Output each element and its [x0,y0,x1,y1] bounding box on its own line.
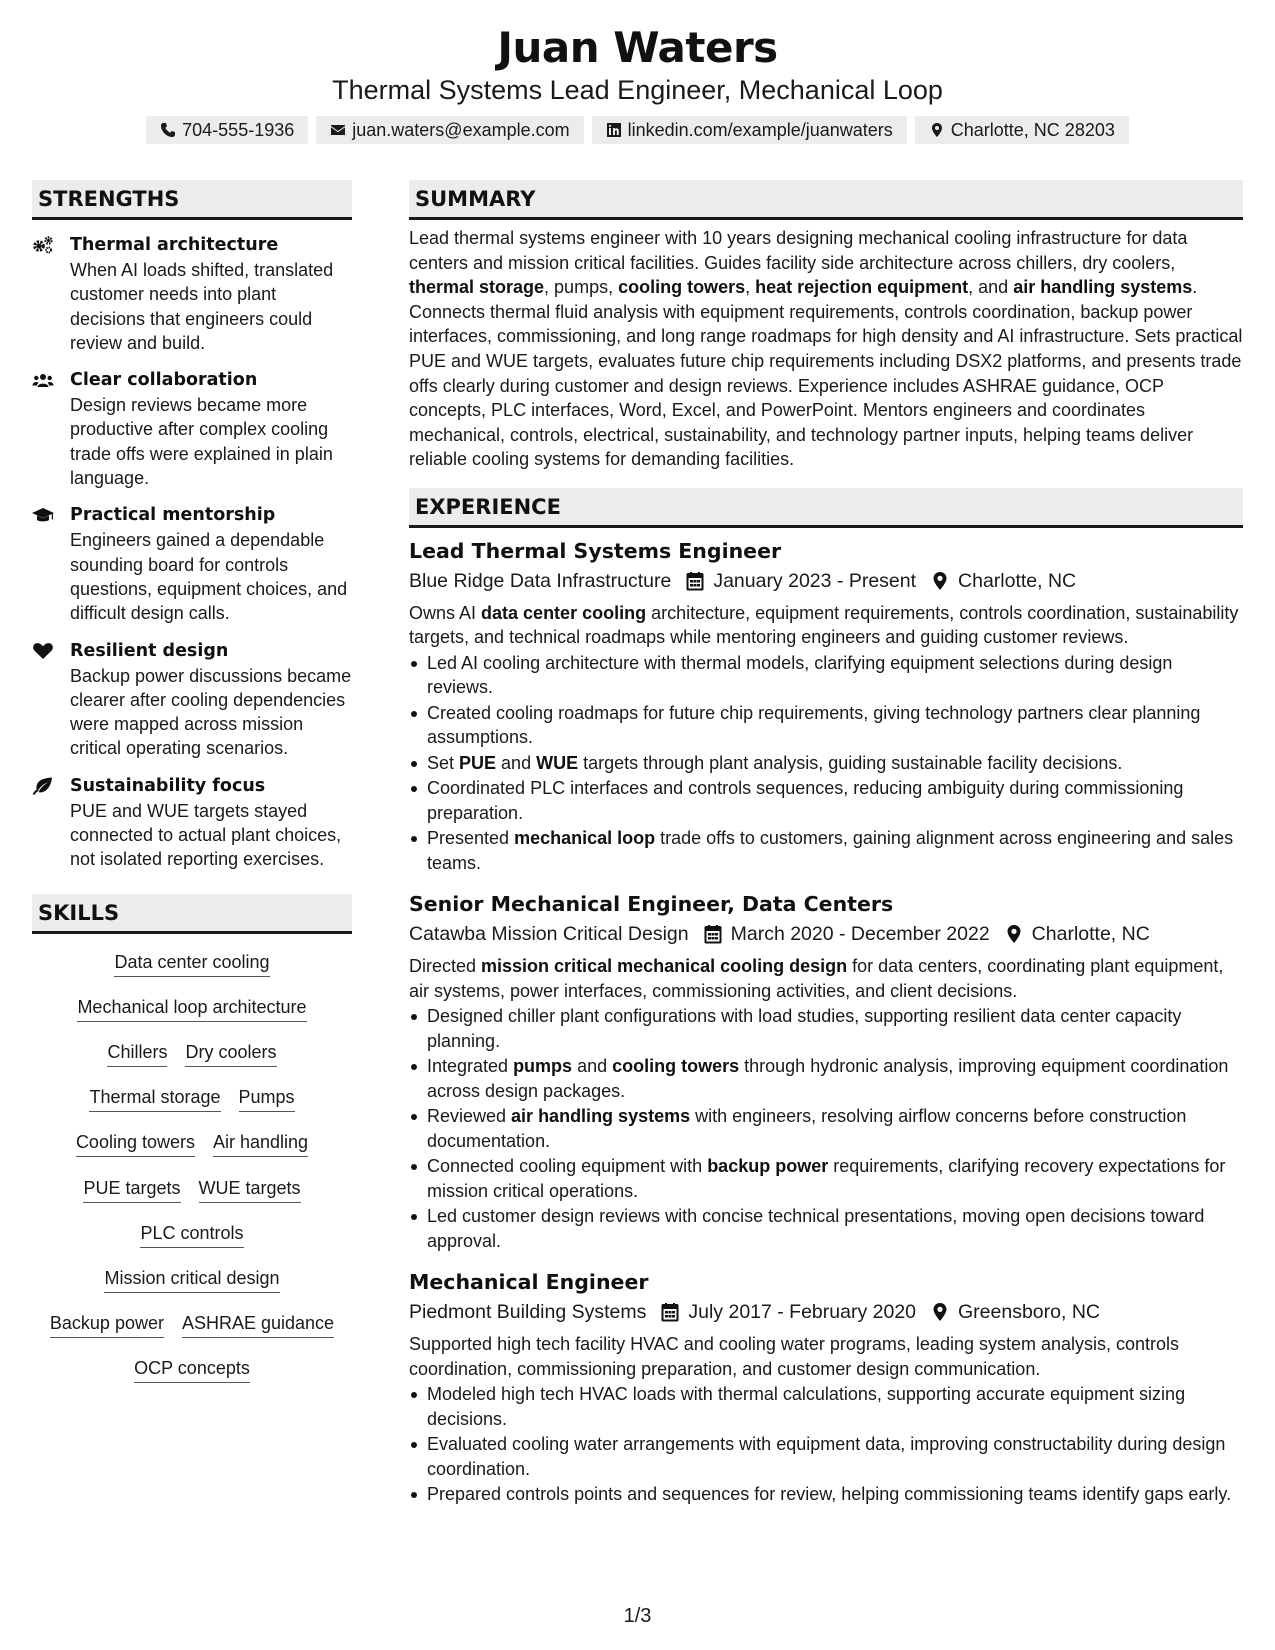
skill-row [32,1038,352,1083]
linkedin-text: linkedin.com/example/juanwaters [627,120,893,140]
map-pin-icon [930,571,950,591]
skills-heading: SKILLS [32,894,352,934]
heart-icon [32,638,70,761]
text-run: Modeled high tech HVAC loads with thermal calculations, supporting accurate equipment sizing decisions. [427,1384,1186,1429]
map-pin-icon [930,1302,950,1322]
skill-tag: Air handling [213,1128,308,1157]
skill-tag: PUE targets [83,1174,180,1203]
contact-phone[interactable] [146,116,308,144]
job-location: Charlotte, NC [958,569,1077,592]
candidate-headline: Thermal Systems Lead Engineer, Mechanical Loop [332,75,943,105]
text-run: Presented [427,828,515,849]
bold-keyword: air handling systems [511,1106,691,1127]
bold-keyword: cooling towers [618,277,746,298]
strength-item [32,773,352,872]
right-column [409,180,1243,1507]
bold-keyword: air handling systems [1013,277,1193,298]
skill-row [32,1264,352,1309]
job-description [409,954,1243,1003]
bold-keyword: data center cooling [481,602,647,623]
bold-keyword: mechanical loop [514,828,656,849]
text-run: targets through plant analysis, guiding sustainable facility decisions. [578,752,1123,773]
text-run: for data centers, coordinating plant equipment, air systems, power interfaces, commissioning activities, and client decisions. [409,956,1224,1001]
strength-title: Resilient design [70,640,229,661]
skill-tag: ASHRAE guidance [182,1309,334,1338]
text-run: architecture, equipment requirements, controls coordination, sustainability targets, and technical roadmaps while mentoring engineers and guiding customer reviews. [409,602,1239,648]
text-run: with engineers, resolving airflow concerns before construction documentation. [427,1106,1187,1151]
text-run: Owns AI [409,602,482,623]
skill-tag: Chillers [107,1038,167,1067]
job-dates: March 2020 - December 2022 [730,923,990,946]
text-run: Led customer design reviews with concise technical presentations, moving open decisions toward approval. [427,1206,1205,1251]
skill-tag: Mission critical design [104,1264,279,1293]
skill-tag: Mechanical loop architecture [77,993,306,1022]
gears-icon [32,232,70,355]
skill-row [32,1128,352,1173]
strength-desc: Design reviews became more productive after complex cooling trade offs were explained in plain language. [70,395,333,489]
bold-keyword: cooling towers [612,1056,740,1077]
bold-keyword: mission critical mechanical cooling design [481,956,848,977]
job-bullets [409,651,1243,876]
bullet-item [409,1004,1243,1053]
experience-section [409,488,1243,1507]
contact-location [915,116,1129,144]
contact-bar [0,116,1275,144]
text-run: Connected cooling equipment with [427,1156,708,1177]
text-run: , [745,277,756,298]
calendar-icon [685,571,705,591]
text-run: and [496,752,537,773]
email-text: juan.waters@example.com [352,120,570,140]
candidate-name: Juan Waters [497,23,778,72]
contact-email[interactable] [316,116,583,144]
job-meta [409,566,1243,596]
job-dates: January 2023 - Present [713,569,917,592]
text-run: requirements, clarifying recovery expectations for mission critical operations. [427,1156,1226,1201]
summary-heading: SUMMARY [409,180,1243,220]
skill-tag: Data center cooling [114,948,269,977]
leaf-icon [32,773,70,872]
skill-row [32,993,352,1038]
users-icon [32,367,70,490]
job-bullets [409,1382,1243,1507]
job-meta [409,919,1243,949]
job-dates: July 2017 - February 2020 [688,1301,917,1324]
text-run: Integrated [427,1056,514,1077]
text-run: Evaluated cooling water arrangements with equipment data, improving constructability during design coordination. [427,1434,1226,1479]
company-name: Piedmont Building Systems [409,1301,647,1324]
contact-linkedin[interactable] [592,116,907,144]
bullet-item [409,1104,1243,1153]
text-run: Designed chiller plant configurations with load studies, supporting resilient data center capacity planning. [427,1006,1182,1051]
text-run: trade offs to customers, gaining alignment across engineering and sales teams. [427,828,1234,873]
linkedin-icon [606,122,622,138]
bullet-item [409,1154,1243,1203]
bullet-item [409,651,1243,700]
map-pin-icon [929,122,945,138]
phone-icon [160,122,176,138]
text-run: Led AI cooling architecture with thermal models, clarifying equipment selections during design reviews. [427,652,1173,698]
text-run: Created cooling roadmaps for future chip requirements, giving technology partners clear planning assumptions. [427,702,1201,748]
skill-tag: WUE targets [199,1174,301,1203]
job-title: Senior Mechanical Engineer, Data Centers [409,892,894,917]
bold-keyword: thermal storage [409,277,545,298]
skill-row [32,1174,352,1219]
strength-item [32,502,352,625]
bullet-item [409,776,1243,825]
skills-section [32,894,352,1400]
bullet-item [409,1482,1243,1507]
strength-title: Clear collaboration [70,370,258,391]
strength-desc: PUE and WUE targets stayed connected to actual plant choices, not isolated reporting exercises. [70,800,342,870]
job-entry [409,889,1243,1253]
bullet-item [409,826,1243,875]
job-bullets [409,1004,1243,1253]
location-text: Charlotte, NC 28203 [950,120,1115,140]
text-run: and [572,1056,613,1077]
job-title: Lead Thermal Systems Engineer [409,538,782,563]
skill-row [32,1354,352,1399]
skill-tag: Pumps [239,1083,295,1112]
text-run: through hydronic analysis, improving equipment coordination across design packages. [427,1056,1229,1101]
bold-keyword: backup power [707,1156,829,1177]
text-run: Supported high tech facility HVAC and cooling water programs, leading system analysis, controls coordination, commissioning preparation, and customer design communication. [409,1334,1180,1379]
bullet-item [409,1382,1243,1431]
bold-keyword: heat rejection equipment [755,277,969,298]
text-run: Directed [409,956,482,977]
bold-keyword: WUE [536,752,579,773]
text-run: , pumps, [544,277,619,298]
calendar-icon [660,1302,680,1322]
job-entry [409,1267,1243,1507]
skill-tag: Backup power [50,1309,164,1338]
job-location: Charlotte, NC [1031,923,1150,946]
phone-text: 704-555-1936 [182,120,295,140]
strength-desc: Engineers gained a dependable sounding board for controls questions, equipment choices, and difficult design calls. [70,530,348,624]
skill-row [32,1309,352,1354]
page-number: 1/3 [623,1605,652,1627]
strength-title: Sustainability focus [70,775,266,796]
strength-desc: When AI loads shifted, translated customer needs into plant decisions that engineers could review and build. [70,260,334,353]
text-run: Set [427,752,460,773]
text-run: Reviewed [427,1106,512,1127]
summary-text [409,226,1243,472]
skill-tag: Cooling towers [76,1128,195,1157]
strength-desc: Backup power discussions became clearer after cooling dependencies were mapped across mission critical operating scenarios. [70,665,352,759]
bullet-item [409,701,1243,750]
text-run: Prepared controls points and sequences for review, helping commissioning teams identify gaps early. [427,1484,1232,1505]
bullet-item [409,751,1243,776]
graduation-cap-icon [32,502,70,625]
envelope-icon [330,122,346,138]
strength-item [32,232,352,355]
bullet-item [409,1204,1243,1253]
skills-list [32,948,352,1400]
calendar-icon [703,924,723,944]
left-column [32,180,352,1400]
job-meta [409,1297,1243,1327]
bullet-item [409,1432,1243,1481]
skill-row [32,1083,352,1128]
strengths-heading: STRENGTHS [32,180,352,220]
bullet-item [409,1054,1243,1103]
map-pin-icon [1004,924,1024,944]
skill-tag: Thermal storage [89,1083,220,1112]
skill-tag: OCP concepts [134,1354,250,1383]
text-run: , and [968,277,1014,298]
strength-item [32,638,352,761]
company-name: Blue Ridge Data Infrastructure [409,569,672,592]
strength-title: Practical mentorship [70,505,276,526]
skill-tag: PLC controls [140,1219,243,1248]
skill-row [32,1219,352,1264]
bold-keyword: pumps [513,1056,573,1077]
text-run: Lead thermal systems engineer with 10 years designing mechanical cooling infrastructure for data centers and mission critical facilities. Guides facility side architecture across chillers, dry coolers, [409,228,1188,273]
resume-header [0,22,1275,144]
job-description [409,601,1243,650]
job-location: Greensboro, NC [958,1301,1100,1324]
skill-row [32,948,352,993]
job-description [409,1332,1243,1381]
job-title: Mechanical Engineer [409,1270,649,1295]
text-run: . Connects thermal fluid analysis with equipment requirements, controls coordination, backup power interfaces, commissioning, and long range roadmaps for high density and AI infrastructure. Sets practical PUE and WUE targets, evaluates future chip requirements including DSX2 platforms, and presents trade offs clearly during customer and design reviews. Experience includes ASHRAE guidance, OCP concepts, PLC interfaces, Word, Excel, and PowerPoint. Mentors engineers and coordinates mechanical, controls, electrical, sustainability, and technology partner inputs, helping teams deliver reliable cooling systems for demanding facilities. [409,277,1243,470]
experience-heading: EXPERIENCE [409,488,1243,528]
job-entry [409,536,1243,876]
skill-tag: Dry coolers [185,1038,276,1067]
company-name: Catawba Mission Critical Design [409,923,689,946]
strength-item [32,367,352,490]
job-list [409,536,1243,1507]
text-run: Coordinated PLC interfaces and controls sequences, reducing ambiguity during commissioning preparation. [427,778,1184,823]
bold-keyword: PUE [459,752,497,773]
strength-title: Thermal architecture [70,235,279,255]
